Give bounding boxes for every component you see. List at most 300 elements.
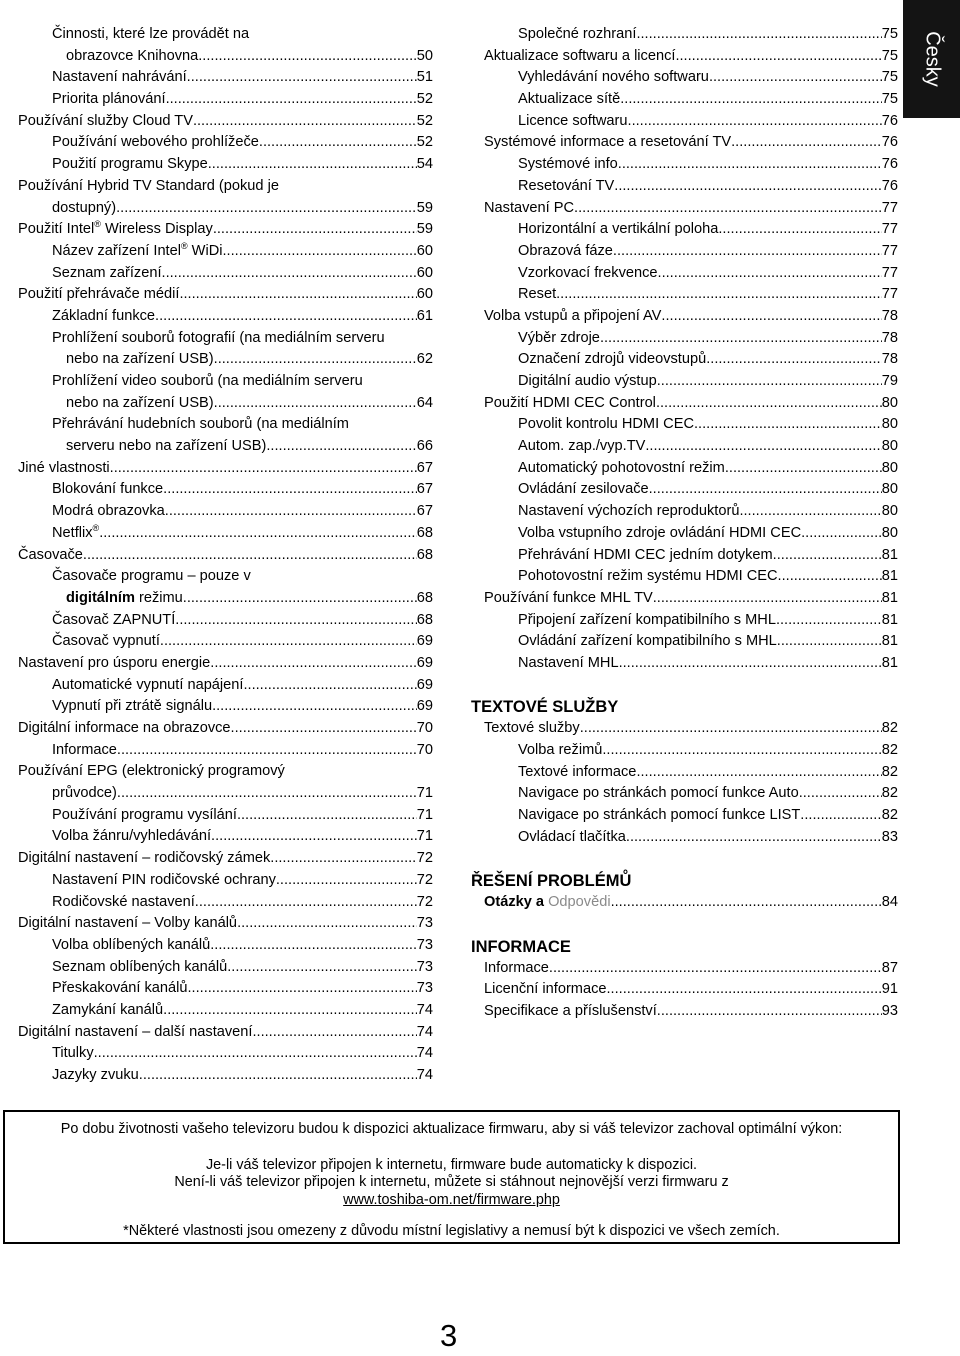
toc-entry-text: Použití Intel bbox=[18, 221, 95, 238]
toc-entry-text: Reset bbox=[518, 286, 557, 303]
toc-entry-title bbox=[518, 762, 636, 784]
toc-entry-title bbox=[52, 783, 117, 805]
dot-leader bbox=[645, 436, 881, 458]
toc-entry[interactable] bbox=[484, 783, 898, 805]
toc-entry[interactable] bbox=[18, 653, 433, 675]
toc-page-number: 82 bbox=[881, 763, 898, 780]
toc-entry-title bbox=[518, 566, 778, 588]
toc-entry-title bbox=[18, 653, 210, 675]
toc-entry-text: Aktualizace softwaru a licencí bbox=[484, 47, 676, 64]
toc-entry[interactable] bbox=[484, 588, 898, 610]
toc-entry-text: Digitální nastavení – další nastavení bbox=[18, 1023, 253, 1040]
toc-entry-title bbox=[52, 67, 187, 89]
toc-entry-title bbox=[518, 523, 801, 545]
toc-entry[interactable] bbox=[18, 783, 433, 805]
toc-entry-title bbox=[52, 330, 385, 346]
toc-entry[interactable] bbox=[18, 89, 433, 111]
dot-leader bbox=[694, 414, 882, 436]
toc-entry-title bbox=[18, 718, 231, 740]
toc-entry-text: Používání EPG (elektronický programový bbox=[18, 763, 285, 780]
toc-page-number: 77 bbox=[881, 221, 898, 238]
toc-entry-title bbox=[52, 306, 155, 328]
dot-leader bbox=[117, 740, 417, 762]
toc-entry-title bbox=[52, 696, 212, 718]
toc-entry-title bbox=[518, 24, 636, 46]
toc-entry-title bbox=[52, 26, 249, 42]
dot-leader bbox=[658, 263, 882, 285]
toc-entry-title bbox=[484, 892, 611, 914]
dot-leader bbox=[656, 393, 882, 415]
toc-page-number: 71 bbox=[416, 785, 433, 802]
toc-entry[interactable] bbox=[484, 46, 898, 68]
toc-entry-text: Přehrávání hudebních souborů (na mediálním bbox=[52, 416, 349, 433]
toc-entry[interactable] bbox=[484, 631, 898, 653]
toc-entry-text: Textové služby bbox=[484, 720, 580, 737]
dot-leader bbox=[117, 783, 417, 805]
toc-page-number: 60 bbox=[416, 242, 433, 259]
toc-entry-text: Seznam oblíbených kanálů bbox=[52, 958, 228, 975]
toc-entry-text: Ovládání zesilovače bbox=[518, 481, 649, 498]
notice-line-not-connected: Není-li váš televizor připojen k internetu, můžete si stáhnout nejnovější verzi firmwaru z bbox=[174, 1174, 729, 1190]
toc-entry-text: Autom. zap./vyp.TV bbox=[518, 438, 646, 455]
toc-entry-title bbox=[52, 957, 227, 979]
toc-entry[interactable] bbox=[18, 67, 433, 89]
toc-entry[interactable] bbox=[18, 1000, 433, 1022]
toc-page-number: 76 bbox=[881, 156, 898, 173]
toc-entry[interactable] bbox=[18, 46, 433, 68]
toc-entry-title bbox=[52, 892, 195, 914]
toc-page-number: 81 bbox=[881, 633, 898, 650]
toc-entry[interactable] bbox=[18, 501, 433, 523]
dot-leader bbox=[649, 479, 882, 501]
toc-entry[interactable] bbox=[18, 111, 433, 133]
toc-entry[interactable] bbox=[18, 718, 433, 740]
toc-page-number: 82 bbox=[881, 742, 898, 758]
toc-entry[interactable] bbox=[484, 566, 898, 588]
toc-entry-title bbox=[52, 416, 349, 432]
toc-entry-title bbox=[52, 826, 211, 848]
toc-entry-title bbox=[518, 263, 658, 285]
toc-entry-text: Licence softwaru bbox=[518, 112, 628, 129]
toc-page-number: 54 bbox=[416, 156, 433, 173]
toc-entry-text: Používání Hybrid TV Standard (pokud je bbox=[18, 177, 279, 194]
dot-leader bbox=[619, 653, 882, 675]
notice-intro: Po dobu životnosti vašeho televizoru budou k dispozici aktualizace firmwaru, aby si váš televizor zachoval optimální výkon: bbox=[60, 1121, 843, 1137]
dot-leader bbox=[636, 762, 881, 784]
toc-entry[interactable] bbox=[18, 935, 433, 957]
toc-entry[interactable] bbox=[484, 24, 898, 46]
dot-leader bbox=[162, 263, 417, 285]
toc-entry-title bbox=[518, 328, 600, 350]
toc-entry[interactable] bbox=[18, 978, 433, 1000]
toc-entry[interactable] bbox=[484, 132, 898, 154]
toc-entry[interactable] bbox=[18, 870, 433, 892]
toc-entry[interactable] bbox=[484, 479, 898, 501]
dot-leader bbox=[179, 284, 416, 306]
toc-entry-text: Systémové info. bbox=[518, 156, 622, 173]
toc-entry-title bbox=[518, 111, 628, 133]
toc-entry-title bbox=[52, 675, 243, 697]
toc-entry-title bbox=[518, 219, 718, 241]
toc-entry[interactable] bbox=[18, 545, 433, 567]
toc-entry-text: dostupný) bbox=[52, 199, 117, 216]
toc-entry[interactable] bbox=[484, 501, 898, 523]
dot-leader bbox=[116, 198, 417, 220]
toc-entry[interactable] bbox=[18, 154, 433, 176]
toc-entry-title bbox=[484, 46, 675, 68]
toc-entry-text: Digitální audio výstup bbox=[518, 373, 657, 389]
section-title: TEXTOVÉ SLUŽBY bbox=[471, 698, 619, 717]
toc-entry[interactable] bbox=[18, 219, 433, 241]
toc-page-number: 66 bbox=[416, 438, 433, 455]
toc-entry[interactable] bbox=[484, 610, 898, 632]
toc-entry[interactable] bbox=[484, 545, 898, 567]
toc-page-number: 68 bbox=[416, 611, 433, 628]
toc-page-number: 91 bbox=[881, 981, 898, 998]
dot-leader bbox=[163, 1000, 417, 1022]
toc-entry[interactable] bbox=[18, 761, 433, 783]
toc-entry-text: režimu bbox=[134, 589, 183, 606]
toc-entry[interactable] bbox=[18, 371, 433, 393]
toc-right-column bbox=[471, 24, 898, 1023]
toc-page-number: 52 bbox=[416, 112, 433, 129]
toc-page-number: 67 bbox=[416, 503, 433, 520]
toc-entry[interactable] bbox=[18, 848, 433, 870]
toc-entry-text: Aktualizace sítě bbox=[518, 91, 621, 108]
toc-entry[interactable] bbox=[18, 740, 433, 762]
toc-entry-title bbox=[66, 436, 266, 458]
toc-entry-text: Netflix bbox=[52, 524, 93, 541]
toc-entry-title bbox=[52, 263, 162, 285]
toc-entry-text: Nastavení PIN rodičovské ochrany bbox=[52, 871, 276, 888]
toc-entry-text: Použití HDMI CEC Control bbox=[484, 394, 656, 411]
toc-entry[interactable] bbox=[484, 371, 898, 393]
dot-leader bbox=[614, 176, 882, 198]
toc-entry-title bbox=[518, 436, 645, 458]
toc-entry-text: Připojení zařízení kompatibilního s MHL bbox=[518, 611, 776, 628]
toc-page-number: 76 bbox=[881, 177, 898, 194]
dot-leader bbox=[259, 132, 417, 154]
toc-entry-text: Obrazová fáze bbox=[518, 242, 613, 259]
toc-entry-title bbox=[518, 545, 773, 567]
toc-entry[interactable] bbox=[484, 414, 898, 436]
dot-leader bbox=[210, 653, 416, 675]
toc-page-number: 70 bbox=[416, 720, 433, 736]
toc-entry[interactable] bbox=[484, 458, 898, 480]
toc-entry[interactable] bbox=[18, 479, 433, 501]
toc-entry-text: Prohlížení video souborů (na mediálním serveru bbox=[52, 373, 363, 389]
toc-entry-text: obrazovce Knihovna bbox=[66, 47, 199, 64]
toc-page-number: 67 bbox=[416, 459, 433, 476]
toc-entry[interactable] bbox=[18, 306, 433, 328]
toc-entry-title bbox=[18, 545, 83, 567]
toc-entry-text: Společné rozhraní bbox=[518, 26, 637, 42]
toc-page-number: 62 bbox=[416, 351, 433, 368]
toc-entry-text: Blokování funkce bbox=[52, 481, 164, 498]
toc-page-number: 74 bbox=[416, 1067, 433, 1083]
toc-entry-title bbox=[484, 588, 653, 610]
dot-leader bbox=[607, 979, 882, 1001]
dot-leader bbox=[622, 154, 882, 176]
toc-page-number: 80 bbox=[881, 438, 898, 455]
toc-entry-text: Specifikace a příslušenství bbox=[484, 1002, 657, 1019]
dot-leader bbox=[183, 588, 417, 610]
toc-page-number: 73 bbox=[416, 980, 433, 997]
dot-leader bbox=[800, 805, 881, 827]
toc-entry-title bbox=[52, 805, 237, 827]
dot-leader bbox=[276, 870, 417, 892]
toc-entry[interactable] bbox=[18, 523, 433, 545]
toc-entry[interactable] bbox=[484, 393, 898, 415]
toc-page-number: 50 bbox=[416, 47, 433, 64]
toc-page-number: 51 bbox=[416, 69, 433, 86]
dot-leader bbox=[237, 913, 417, 935]
toc-page-number: 72 bbox=[416, 893, 433, 910]
section-title: ŘEŠENÍ PROBLÉMŮ bbox=[471, 872, 632, 891]
toc-entry-title bbox=[484, 393, 656, 415]
dot-leader bbox=[139, 1065, 417, 1087]
toc-entry[interactable] bbox=[18, 393, 433, 415]
toc-entry-text: nebo na zařízení USB) bbox=[66, 394, 214, 411]
toc-entry-text: Nastavení PC bbox=[484, 199, 575, 216]
dot-leader bbox=[160, 631, 417, 653]
toc-entry[interactable] bbox=[484, 979, 898, 1001]
dot-leader bbox=[175, 610, 417, 632]
dot-leader bbox=[549, 958, 882, 980]
toc-entry-title bbox=[518, 827, 626, 849]
dot-leader bbox=[231, 718, 417, 740]
toc-entry[interactable] bbox=[484, 263, 898, 285]
toc-entry-title bbox=[18, 458, 110, 480]
toc-entry-text: Systémové informace a resetování TV bbox=[484, 134, 732, 151]
toc-entry[interactable] bbox=[484, 89, 898, 111]
toc-entry-text: serveru nebo na zařízení USB) bbox=[66, 438, 267, 455]
toc-entry-text: Automatický pohotovostní režim bbox=[518, 459, 725, 476]
toc-page-number: 74 bbox=[416, 1001, 433, 1018]
toc-entry-text: Titulky bbox=[52, 1045, 94, 1062]
toc-entry-title bbox=[52, 501, 165, 523]
dot-leader bbox=[661, 306, 881, 328]
language-label: Česky bbox=[921, 31, 943, 87]
toc-entry-title bbox=[66, 46, 198, 68]
toc-entry-text: Časovač ZAPNUTÍ bbox=[52, 611, 176, 628]
dot-leader bbox=[626, 827, 882, 849]
toc-entry-title bbox=[518, 610, 776, 632]
toc-page-number: 73 bbox=[416, 915, 433, 932]
toc-page-number: 74 bbox=[416, 1045, 433, 1062]
toc-entry-title bbox=[52, 479, 163, 501]
toc-page-number: 74 bbox=[416, 1023, 433, 1040]
toc-entry-title bbox=[518, 631, 777, 653]
dot-leader bbox=[776, 610, 882, 632]
toc-entry[interactable] bbox=[18, 24, 433, 46]
toc-entry-title bbox=[518, 479, 649, 501]
toc-entry[interactable] bbox=[484, 653, 898, 675]
toc-entry-text: Rodičovské nastavení bbox=[52, 893, 195, 910]
toc-entry[interactable] bbox=[18, 1043, 433, 1065]
toc-entry[interactable] bbox=[18, 436, 433, 458]
toc-entry-title bbox=[484, 198, 574, 220]
toc-entry[interactable] bbox=[18, 957, 433, 979]
dot-leader bbox=[675, 46, 881, 68]
toc-entry[interactable] bbox=[18, 913, 433, 935]
toc-entry-text-after: WiDi bbox=[187, 242, 223, 259]
toc-entry[interactable] bbox=[484, 67, 898, 89]
dot-leader bbox=[198, 46, 417, 68]
toc-entry-title bbox=[484, 1001, 657, 1023]
toc-entry-title bbox=[52, 870, 276, 892]
toc-entry[interactable] bbox=[18, 263, 433, 285]
toc-entry[interactable] bbox=[484, 436, 898, 458]
toc-entry[interactable] bbox=[18, 566, 433, 588]
toc-entry[interactable] bbox=[484, 176, 898, 198]
toc-entry[interactable] bbox=[18, 610, 433, 632]
toc-entry[interactable] bbox=[484, 805, 898, 827]
toc-entry-bold: digitálním bbox=[66, 589, 135, 606]
toc-entry-text: Časovače bbox=[18, 546, 83, 563]
toc-page-number: 77 bbox=[881, 264, 898, 281]
toc-page-number: 60 bbox=[416, 286, 433, 303]
toc-page-number: 68 bbox=[416, 524, 433, 541]
toc-page-number: 82 bbox=[881, 807, 898, 824]
firmware-link[interactable]: www.toshiba-om.net/firmware.php bbox=[343, 1191, 560, 1208]
toc-entry[interactable] bbox=[18, 328, 433, 350]
toc-entry-text-after: Wireless Display bbox=[100, 221, 213, 238]
toc-entry[interactable] bbox=[18, 675, 433, 697]
section-title: INFORMACE bbox=[471, 937, 571, 956]
toc-entry-text: Textové informace bbox=[518, 763, 637, 780]
toc-entry[interactable] bbox=[18, 631, 433, 653]
toc-entry[interactable] bbox=[484, 958, 898, 980]
toc-entry[interactable] bbox=[484, 219, 898, 241]
dot-leader bbox=[628, 111, 882, 133]
toc-entry[interactable] bbox=[484, 740, 898, 762]
dot-leader bbox=[718, 219, 881, 241]
section-gap bbox=[484, 914, 898, 936]
dot-leader bbox=[653, 588, 882, 610]
toc-entry[interactable] bbox=[18, 696, 433, 718]
toc-entry-title bbox=[52, 198, 116, 220]
dot-leader bbox=[155, 306, 417, 328]
toc-entry[interactable] bbox=[484, 349, 898, 371]
toc-entry[interactable] bbox=[18, 588, 433, 610]
toc-entry[interactable] bbox=[18, 805, 433, 827]
toc-entry[interactable] bbox=[484, 523, 898, 545]
toc-entry-title bbox=[518, 783, 799, 805]
dot-leader bbox=[600, 328, 882, 350]
dot-leader bbox=[799, 783, 882, 805]
toc-entry[interactable] bbox=[18, 1022, 433, 1044]
dot-leader bbox=[620, 89, 882, 111]
toc-entry-text: Použití přehrávače médií bbox=[18, 286, 180, 303]
toc-entry[interactable] bbox=[18, 198, 433, 220]
toc-left-column bbox=[18, 24, 433, 1087]
dot-leader bbox=[636, 24, 881, 46]
toc-page-number: 69 bbox=[416, 676, 433, 693]
toc-entry-title bbox=[52, 523, 99, 545]
toc-entry[interactable] bbox=[18, 826, 433, 848]
toc-entry[interactable] bbox=[484, 827, 898, 849]
toc-entry[interactable] bbox=[18, 349, 433, 371]
toc-entry[interactable] bbox=[18, 892, 433, 914]
toc-entry[interactable] bbox=[18, 176, 433, 198]
toc-entry[interactable] bbox=[484, 154, 898, 176]
toc-page-number: 70 bbox=[416, 741, 433, 758]
toc-entry[interactable] bbox=[18, 132, 433, 154]
toc-entry[interactable] bbox=[484, 892, 898, 914]
toc-entry[interactable] bbox=[484, 1001, 898, 1023]
dot-leader bbox=[94, 1043, 417, 1065]
toc-page-number: 73 bbox=[416, 958, 433, 975]
toc-entry-text: Priorita plánování bbox=[52, 91, 166, 108]
toc-entry[interactable] bbox=[18, 458, 433, 480]
toc-page-number: 83 bbox=[881, 828, 898, 845]
toc-entry[interactable] bbox=[484, 241, 898, 263]
toc-entry[interactable] bbox=[18, 284, 433, 306]
dot-leader bbox=[212, 696, 417, 718]
toc-page-number: 80 bbox=[881, 503, 898, 520]
toc-entry-text: Používání služby Cloud TV bbox=[18, 112, 193, 129]
toc-entry[interactable] bbox=[18, 414, 433, 436]
toc-entry[interactable] bbox=[484, 284, 898, 306]
toc-entry-text: Základní funkce bbox=[52, 307, 156, 324]
toc-page-number: 81 bbox=[881, 654, 898, 671]
toc-entry-text: Vyhledávání nového softwaru bbox=[518, 69, 709, 86]
toc-entry[interactable] bbox=[484, 762, 898, 784]
dot-leader bbox=[613, 241, 882, 263]
toc-entry[interactable] bbox=[484, 198, 898, 220]
toc-entry[interactable] bbox=[484, 306, 898, 328]
dot-leader bbox=[252, 1022, 416, 1044]
toc-page-number: 82 bbox=[881, 785, 898, 802]
toc-page-number: 67 bbox=[416, 481, 433, 498]
toc-page-number: 59 bbox=[416, 221, 433, 238]
toc-entry[interactable] bbox=[484, 111, 898, 133]
toc-entry-text: Digitální nastavení – Volby kanálů bbox=[18, 915, 238, 932]
toc-entry-title bbox=[18, 1022, 252, 1044]
toc-entry-title bbox=[52, 154, 208, 176]
toc-entry-title bbox=[52, 1065, 139, 1087]
toc-entry-text: Přeskakování kanálů bbox=[52, 980, 188, 997]
dot-leader bbox=[709, 67, 882, 89]
toc-page-number: 76 bbox=[881, 112, 898, 129]
section-gap bbox=[484, 675, 898, 697]
toc-entry-text: Použití programu Skype bbox=[52, 156, 208, 173]
toc-page-number: 75 bbox=[881, 69, 898, 86]
dot-leader bbox=[187, 978, 416, 1000]
toc-page-number: 64 bbox=[416, 394, 433, 411]
toc-page-number: 68 bbox=[416, 589, 433, 606]
dot-leader bbox=[602, 740, 881, 762]
toc-page-number: 80 bbox=[881, 394, 898, 411]
toc-entry-title bbox=[518, 371, 657, 393]
toc-entry-text: Prohlížení souborů fotografií (na mediálním serveru bbox=[52, 329, 385, 346]
toc-entry-title bbox=[52, 568, 251, 584]
toc-entry-title bbox=[66, 588, 183, 610]
dot-leader bbox=[657, 1001, 882, 1023]
toc-entry[interactable] bbox=[484, 718, 898, 740]
toc-entry-title bbox=[52, 1043, 94, 1065]
toc-page-number: 81 bbox=[881, 589, 898, 606]
dot-leader bbox=[110, 458, 417, 480]
toc-entry[interactable] bbox=[18, 241, 433, 263]
toc-entry-text: Nastavení výchozích reproduktorů bbox=[518, 503, 740, 520]
toc-entry-title bbox=[66, 393, 214, 415]
toc-entry[interactable] bbox=[484, 328, 898, 350]
toc-page-number: 61 bbox=[416, 307, 433, 324]
toc-entry[interactable] bbox=[18, 1065, 433, 1087]
dot-leader bbox=[193, 111, 417, 133]
